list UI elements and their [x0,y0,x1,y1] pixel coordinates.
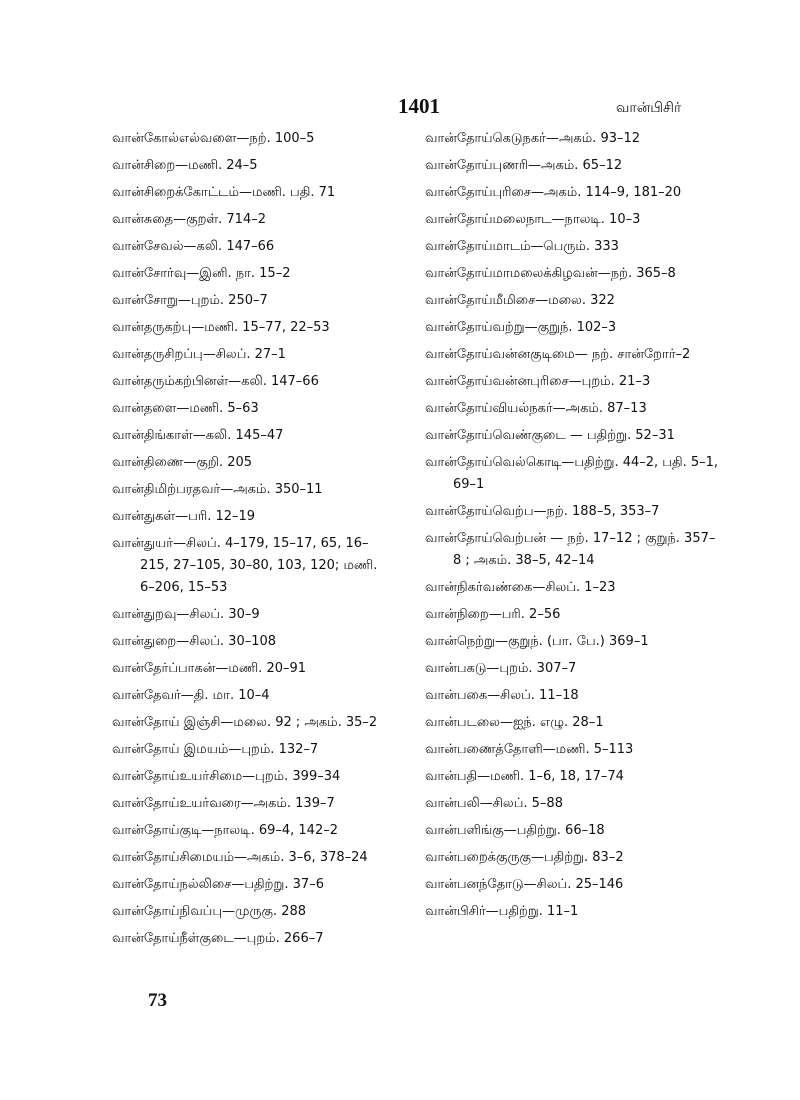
folio: 73 [148,990,167,1011]
index-entry: வான்பணைத்தோளி—மணி. 5–113 [425,742,634,757]
index-entry: வான்தோய்நீள்குடை—புறம். 266–7 [112,931,324,946]
index-entry: வான்தோய்வெல்கொடி—பதிற்று. 44–2, பதி. 5–1, 69–1 [425,455,719,492]
index-entry: வான்சோர்வு—இனி. நா. 15–2 [112,266,291,281]
index-entry: வான்பறைக்குருகு—பதிற்று. 83–2 [425,850,624,865]
index-entry: வான்தோய்வெற்ப—நற். 188–5, 353–7 [425,504,660,519]
index-entry: வான்தேர்ப்பாகன்—மணி. 20–91 [112,661,307,676]
index-entry: வான்தோய் இமயம்—புறம். 132–7 [112,742,319,757]
index-entry: வான்தளை—மணி. 5–63 [112,401,259,416]
index-entry: வான்கோல்எல்வளை—நற். 100–5 [112,131,315,146]
index-entry: வான்திங்காள்—கலி. 145–47 [112,428,284,443]
right-column [425,128,721,928]
index-entry: வான்திணை—குறி. 205 [112,455,253,470]
left-column [112,128,392,955]
index-entry: வான்சிறை—மணி. 24–5 [112,158,258,173]
index-entry: வான்பகடு—புறம். 307–7 [425,661,577,676]
index-entry: வான்பகை—சிலப். 11–18 [425,688,579,703]
index-entry: வான்பதி—மணி. 1–6, 18, 17–74 [425,769,624,784]
index-entry: வான்தோய்வன்னகுடிமை— நற். சான்றோர்–2 [425,347,691,362]
index-entry: வான்தோய்புணரி—அகம். 65–12 [425,158,623,173]
index-entry: வான்தோய்சிமையம்—அகம். 3–6, 378–24 [112,850,368,865]
index-entry: வான்தோய்மீமிசை—மலை. 322 [425,293,615,308]
index-entry: வான்தோய்வற்று—குறுந். 102–3 [425,320,617,335]
index-entry: வான்தருகற்பு—மணி. 15–77, 22–53 [112,320,330,335]
index-entry: வான்தோய்வெண்குடை — பதிற்று. 52–31 [425,428,675,443]
index-entry: வான்திமிற்பரதவர்—அகம். 350–11 [112,482,323,497]
index-entry: வான்தோய்நிவப்பு—முருகு. 288 [112,904,307,919]
index-entry: வான்பலி—சிலப். 5–88 [425,796,563,811]
index-entry: வான்தோய் இஞ்சி—மலை. 92 ; அகம். 35–2 [112,715,378,730]
index-entry: வான்தேவர்—தி. மா. 10–4 [112,688,270,703]
index-entry: வான்தோய்கெடுநகர்—அகம். 93–12 [425,131,641,146]
index-entry: வான்தோய்வெற்பன் — நற். 17–12 ; குறுந். 357–8 ; அகம். 38–5, 42–14 [425,531,716,568]
index-entry: வான்துறை—சிலப். 30–108 [112,634,277,649]
index-entry: வான்தோய்மாடம்—பெரும். 333 [425,239,619,254]
index-entry: வான்தோய்வன்னபுரிசை—புறம். 21–3 [425,374,651,389]
index-entry: வான்தோய்உயர்சிமை—புறம். 399–34 [112,769,341,784]
index-entry: வான்தோய்புரிசை—அகம். 114–9, 181–20 [425,185,682,200]
index-entry: வான்துகள்—பரி. 12–19 [112,509,256,524]
index-entry: வான்தரும்கற்பினள்—கலி. 147–66 [112,374,319,389]
page-number: 1401 [398,94,440,118]
index-entry: வான்சிறைக்கோட்டம்—மணி. பதி. 71 [112,185,336,200]
index-entry: வான்சோறு—புறம். 250–7 [112,293,268,308]
index-entry: வான்தோய்நல்லிசை—பதிற்று. 37–6 [112,877,324,892]
index-entry: வான்தோய்மாமலைக்கிழவன்—நற். 365–8 [425,266,676,281]
index-entry: வான்தோய்வியல்நகர்—அகம். 87–13 [425,401,647,416]
index-entry: வான்நெற்று—குறுந். (பா. பே.) 369–1 [425,634,649,649]
index-entry: வான்சேவல்—கலி. 147–66 [112,239,275,254]
index-entry: வான்தருசிறப்பு—சிலப். 27–1 [112,347,286,362]
index-entry: வான்நிறை—பரி. 2–56 [425,607,561,622]
index-entry: வான்தோய்உயர்வரை—அகம். 139–7 [112,796,335,811]
index-entry: வான்நிகர்வண்கை—சிலப். 1–23 [425,580,616,595]
index-entry: வான்தோய்குடி—நாலடி. 69–4, 142–2 [112,823,338,838]
index-entry: வான்சுதை—குறள். 714–2 [112,212,266,227]
running-head: வான்பிசிர் [616,100,682,116]
index-entry: வான்துயர்—சிலப். 4–179, 15–17, 65, 16–215, 27–105, 30–80, 103, 120; மணி. 6–206, 15–53 [112,536,378,595]
index-entry: வான்துறவு—சிலப். 30–9 [112,607,260,622]
index-entry: வான்படலை—ஐந். எழு. 28–1 [425,715,604,730]
index-entry: வான்தோய்மலைநாட—நாலடி. 10–3 [425,212,641,227]
index-entry: வான்பனந்தோடு—சிலப். 25–146 [425,877,624,892]
index-entry: வான்பளிங்கு—பதிற்று. 66–18 [425,823,605,838]
index-entry: வான்பிசிர்—பதிற்று. 11–1 [425,904,579,919]
